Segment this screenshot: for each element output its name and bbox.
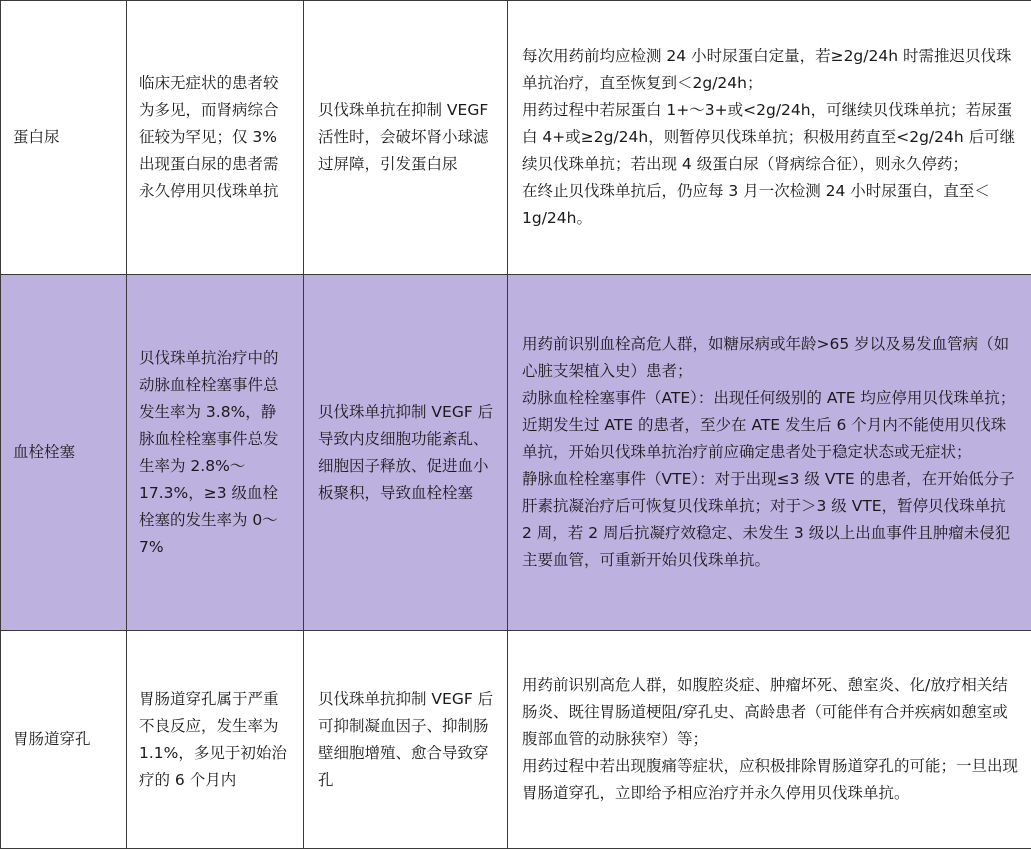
management-line: 每次用药前均应检测 24 小时尿蛋白定量，若≥2g/24h 时需推迟贝伐珠单抗治疗，直至恢复到＜2g/24h；	[522, 47, 1012, 92]
reaction-features: 胃肠道穿孔属于严重不良反应，发生率为 1.1%，多见于初始治疗的 6 个月内	[127, 631, 304, 849]
reaction-name: 胃肠道穿孔	[1, 631, 127, 849]
reaction-features: 贝伐珠单抗治疗中的动脉血栓栓塞事件总发生率为 3.8%，静脉血栓栓塞事件总发生率为 2.8%～17.3%，≥3 级血栓栓塞的发生率为 0～7%	[127, 275, 304, 631]
reaction-management	[508, 631, 1031, 849]
reaction-features: 临床无症状的患者较为多见，而肾病综合征较为罕见；仅 3%出现蛋白尿的患者需永久停用贝伐珠单抗	[127, 1, 304, 275]
table-row-thromboembolism	[1, 275, 1031, 631]
reaction-management	[508, 275, 1031, 631]
table-row-proteinuria	[1, 1, 1031, 275]
management-line: 用药过程中若尿蛋白 1+～3+或<2g/24h，可继续贝伐珠单抗；若尿蛋白 4+或≥2g/24h，则暂停贝伐珠单抗；积极用药直至<2g/24h 后可继续贝伐珠单抗；若出现 4 级蛋白尿（肾病综合征），则永久停药；	[522, 101, 1016, 173]
management-line: 用药前识别高危人群，如腹腔炎症、肿瘤坏死、憩室炎、化/放疗相关结肠炎、既往胃肠道梗阻/穿孔史、高龄患者（可能伴有合并疾病如憩室或腹部血管的动脉狭窄）等；	[522, 676, 1008, 748]
management-line: 静脉血栓栓塞事件（VTE）：对于出现≤3 级 VTE 的患者，在开始低分子肝素抗凝治疗后可恢复贝伐珠单抗；对于＞3 级 VTE，暂停贝伐珠单抗 2 周，若 2 周后抗凝疗效稳定、未发生 3 级以上出血事件且肿瘤未侵犯主要血管，可重新开始贝伐珠单抗。	[522, 470, 1015, 569]
management-line: 用药过程中若出现腹痛等症状，应积极排除胃肠道穿孔的可能；一旦出现胃肠道穿孔，立即给予相应治疗并永久停用贝伐珠单抗。	[522, 757, 1019, 802]
reaction-mechanism: 贝伐珠单抗在抑制 VEGF 活性时，会破坏肾小球滤过屏障，引发蛋白尿	[304, 1, 508, 275]
reaction-name: 血栓栓塞	[1, 275, 127, 631]
reaction-mechanism: 贝伐珠单抗抑制 VEGF 后导致内皮细胞功能紊乱、细胞因子释放、促进血小板聚积，导致血栓栓塞	[304, 275, 508, 631]
management-line: 用药前识别血栓高危人群，如糖尿病或年龄>65 岁以及易发血管病（如心脏支架植入史）患者；	[522, 335, 1010, 380]
reaction-management	[508, 1, 1031, 275]
reaction-mechanism: 贝伐珠单抗抑制 VEGF 后可抑制凝血因子、抑制肠壁细胞增殖、愈合导致穿孔	[304, 631, 508, 849]
table-row-gi-perforation	[1, 631, 1031, 849]
management-line: 动脉血栓栓塞事件（ATE）：出现任何级别的 ATE 均应停用贝伐珠单抗；近期发生过 ATE 的患者，至少在 ATE 发生后 6 个月内不能使用贝伐珠单抗，开始贝伐珠单抗治疗前应确定患者处于稳定状态或无症状；	[522, 389, 1016, 461]
reaction-name: 蛋白尿	[1, 1, 127, 275]
management-line: 在终止贝伐珠单抗后，仍应每 3 月一次检测 24 小时尿蛋白，直至＜1g/24h。	[522, 182, 990, 227]
